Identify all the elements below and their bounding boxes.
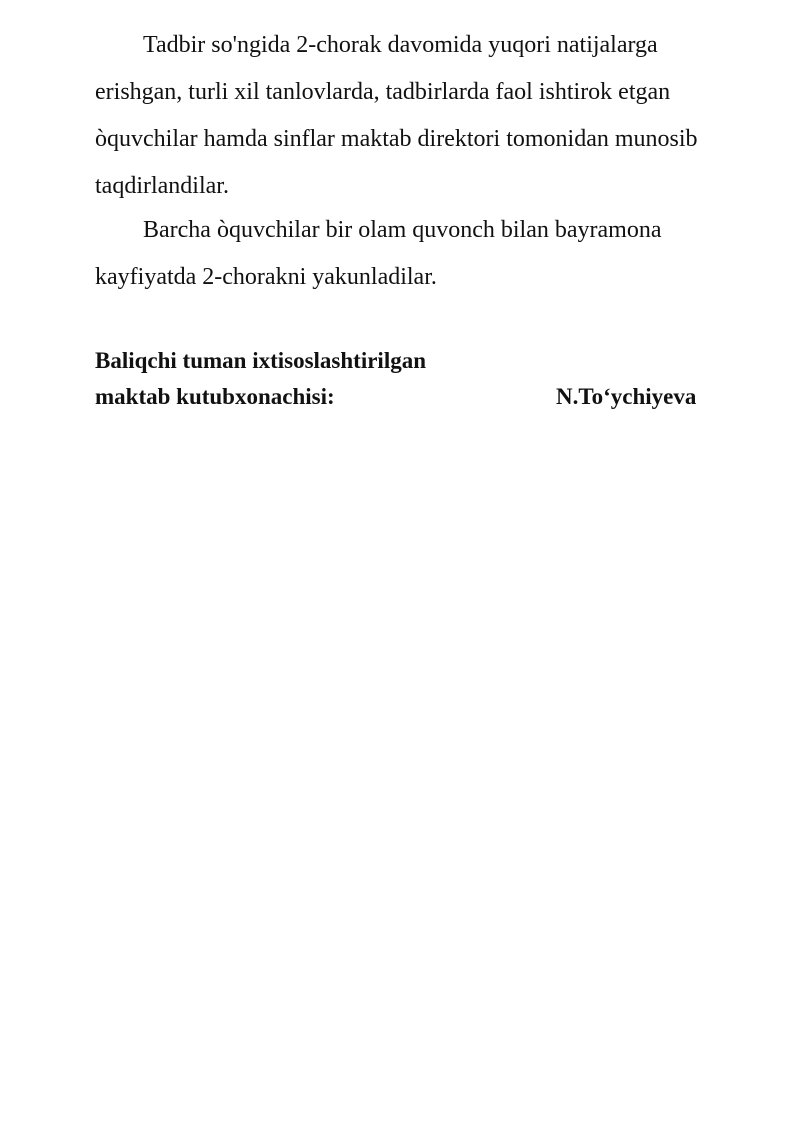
signature-name: N.To‘ychiyeva	[556, 384, 697, 409]
paragraph-line: taqdirlandilar.	[95, 173, 229, 199]
signature-title-text: Baliqchi tuman ixtisoslashtirilgan	[95, 348, 427, 373]
signature-title-line1	[95, 343, 735, 379]
signature-role-text: maktab kutubxonachisi:	[95, 384, 335, 409]
paragraph-line: kayfiyatda 2-chorakni yakunladilar.	[95, 264, 437, 290]
paragraph-awards	[95, 22, 775, 210]
paragraph-line: erishgan, turli xil tanlovlarda, tadbirlarda faol ishtirok etgan	[95, 79, 671, 105]
paragraph-closing	[95, 207, 775, 301]
signature-block	[95, 343, 735, 415]
signature-title-line2	[95, 379, 735, 415]
paragraph-line: Tadbir so'ngida 2-chorak davomida yuqori natijalarga	[143, 32, 658, 58]
paragraph-line: Barcha òquvchilar bir olam quvonch bilan bayramona	[143, 217, 662, 243]
paragraph-line: òquvchilar hamda sinflar maktab direktori tomonidan munosib	[95, 126, 698, 152]
